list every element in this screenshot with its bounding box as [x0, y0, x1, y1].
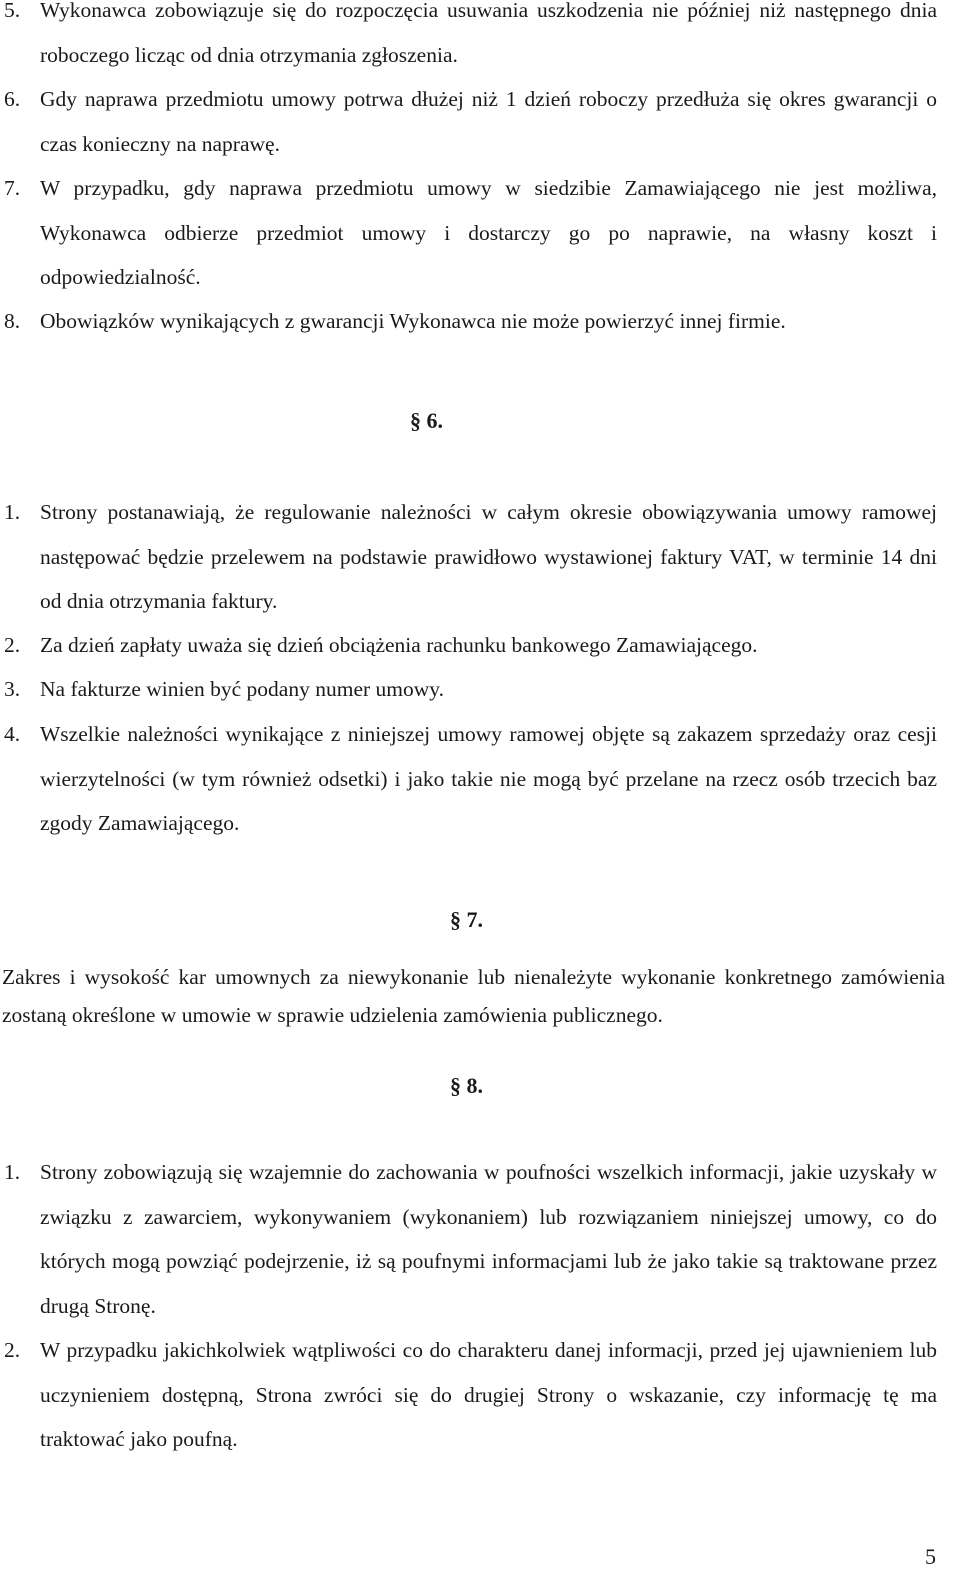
list-item [4, 299, 937, 344]
list-item-number: 1. [4, 500, 21, 524]
list-item-text: Strony zobowiązują się wzajemnie do zachowania w poufności wszelkich informacji, jakie uzyskały w związku z zawarciem, wykonywaniem (wykonaniem) lub rozwiązaniem niniejszej umowy, co do których mogą powziąć podejrzenie, iż są poufnymi informacjami lub że jako takie są traktowane przez drugą Stronę. [40, 1160, 937, 1318]
list-item [4, 667, 937, 712]
list-item-text: Strony postanawiają, że regulowanie należności w całym okresie obowiązywania umowy ramowej następować będzie przelewem na podstawie prawidłowo wystawionej faktury VAT, w terminie 14 dni od dnia otrzymania faktury. [40, 500, 937, 613]
section-heading: § 6. [410, 408, 443, 433]
list-item-number: 4. [4, 722, 21, 746]
list-item-text: Za dzień zapłaty uważa się dzień obciążenia rachunku bankowego Zamawiającego. [40, 633, 758, 657]
list-item [4, 1150, 937, 1328]
list-item-number: 1. [4, 1160, 21, 1184]
list-item-number: 8. [4, 309, 21, 333]
list-item-text: Wszelkie należności wynikające z niniejszej umowy ramowej objęte są zakazem sprzedaży oraz cesji wierzytelności (w tym również odsetki) i jako takie nie mogą być przelane na rzecz osób trzecich baz zgody Zamawiającego. [40, 722, 937, 835]
list-item [4, 712, 937, 846]
list-item [4, 623, 937, 668]
list-item-number: 3. [4, 677, 21, 701]
list-item-text: W przypadku jakichkolwiek wątpliwości co do charakteru danej informacji, przed jej ujawnieniem lub uczynieniem dostępną, Strona zwróci się do drugiej Strony o wskazanie, czy informację tę ma traktować jako poufną. [40, 1338, 937, 1451]
list-item-text: W przypadku, gdy naprawa przedmiotu umowy w siedzibie Zamawiającego nie jest możliwa, Wykonawca odbierze przedmiot umowy i dostarczy go po naprawie, na własny koszt i odpowiedzialność. [40, 176, 937, 289]
list-item-number: 7. [4, 176, 21, 200]
list-item-number: 2. [4, 633, 21, 657]
list-item [4, 1328, 937, 1462]
list-item-number: 6. [4, 87, 21, 111]
list-item [4, 77, 937, 166]
page-number: 5 [925, 1544, 936, 1569]
section-heading: § 8. [450, 1073, 483, 1098]
list-item-text: Wykonawca zobowiązuje się do rozpoczęcia usuwania uszkodzenia nie później niż następnego dnia roboczego licząc od dnia otrzymania zgłoszenia. [40, 0, 937, 67]
list-item-text: Na fakturze winien być podany numer umowy. [40, 677, 444, 701]
paragraph: Zakres i wysokość kar umownych za niewykonanie lub nienależyte wykonanie konkretnego zamówienia zostaną określone w umowie w sprawie udzielenia zamówienia publicznego. [2, 965, 945, 1027]
list-item-number: 2. [4, 1338, 21, 1362]
list-item [4, 0, 937, 77]
list-item-text: Obowiązków wynikających z gwarancji Wykonawca nie może powierzyć innej firmie. [40, 309, 786, 333]
list-item [4, 166, 937, 300]
list-item [4, 490, 937, 624]
list-item-number: 5. [4, 0, 21, 22]
list-item-text: Gdy naprawa przedmiotu umowy potrwa dłużej niż 1 dzień roboczy przedłuża się okres gwarancji o czas konieczny na naprawę. [40, 87, 937, 156]
section-heading: § 7. [450, 907, 483, 932]
